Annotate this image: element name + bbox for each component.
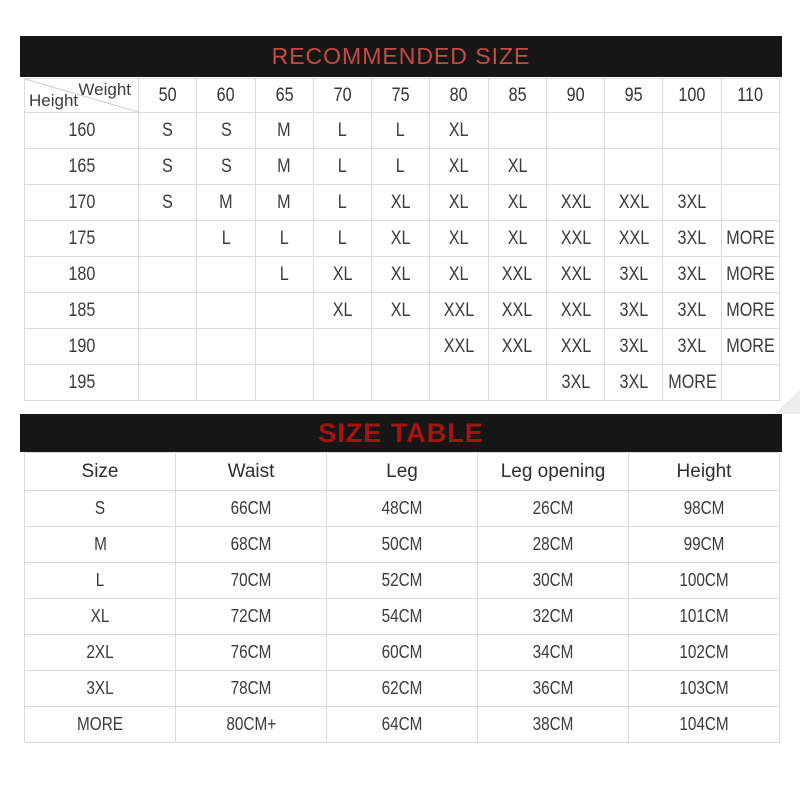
measure-cell: 98CM: [629, 491, 780, 527]
size-cell: [721, 149, 779, 185]
table-row: [25, 257, 780, 293]
height-row-header: 185: [25, 293, 139, 329]
size-cell: M: [255, 149, 313, 185]
size-cell: 3XL: [663, 329, 721, 365]
measure-cell: 99CM: [629, 527, 780, 563]
size-table-title: SIZE TABLE: [318, 417, 484, 448]
size-cell: S: [139, 185, 197, 221]
size-cell: 3XL: [605, 257, 663, 293]
table-row: [25, 113, 780, 149]
size-cell: [139, 293, 197, 329]
size-cell: XXL: [546, 293, 604, 329]
size-cell: XL: [372, 185, 430, 221]
size-label-cell: 3XL: [25, 671, 176, 707]
size-cell: XXL: [430, 293, 488, 329]
size-cell: 3XL: [663, 185, 721, 221]
measure-cell: 52CM: [327, 563, 478, 599]
recommended-size-title: RECOMMENDED SIZE: [271, 43, 531, 69]
size-cell: L: [313, 221, 371, 257]
size-cell: [139, 365, 197, 401]
size-cell: XL: [372, 257, 430, 293]
size-cell: [139, 329, 197, 365]
size-cell: [721, 365, 779, 401]
size-cell: XXL: [605, 185, 663, 221]
size-cell: XL: [372, 293, 430, 329]
table-row: [25, 329, 780, 365]
size-cell: XL: [372, 221, 430, 257]
height-row-header: 180: [25, 257, 139, 293]
size-cell: [663, 113, 721, 149]
weight-header-cell: 60: [197, 79, 255, 113]
measure-cell: 76CM: [176, 635, 327, 671]
size-cell: [313, 329, 371, 365]
size-cell: MORE: [663, 365, 721, 401]
size-cell: [605, 149, 663, 185]
size-cell: S: [139, 113, 197, 149]
size-cell: XL: [488, 185, 546, 221]
height-row-header: 165: [25, 149, 139, 185]
weight-header-cell: 85: [488, 79, 546, 113]
size-cell: XXL: [546, 329, 604, 365]
size-cell: [605, 113, 663, 149]
size-cell: XL: [430, 221, 488, 257]
size-label-cell: L: [25, 563, 176, 599]
size-label-cell: XL: [25, 599, 176, 635]
size-cell: L: [372, 149, 430, 185]
table-row: [25, 599, 780, 635]
table-row: [25, 707, 780, 743]
measure-cell: 60CM: [327, 635, 478, 671]
size-cell: [197, 257, 255, 293]
size-cell: 3XL: [663, 257, 721, 293]
weight-header-cell: 65: [255, 79, 313, 113]
size-cell: XXL: [488, 329, 546, 365]
measure-cell: 100CM: [629, 563, 780, 599]
measurements-header-row: [25, 453, 780, 491]
measure-cell: 36CM: [478, 671, 629, 707]
size-label-cell: S: [25, 491, 176, 527]
measure-cell: 66CM: [176, 491, 327, 527]
size-cell: 3XL: [546, 365, 604, 401]
size-cell: [372, 329, 430, 365]
weight-header-cell: 90: [546, 79, 604, 113]
size-cell: XL: [430, 113, 488, 149]
measure-cell: 62CM: [327, 671, 478, 707]
size-cell: S: [197, 149, 255, 185]
size-cell: [372, 365, 430, 401]
weight-header-cell: 50: [139, 79, 197, 113]
size-cell: [721, 185, 779, 221]
size-cell: XL: [313, 293, 371, 329]
size-cell: L: [313, 149, 371, 185]
size-cell: L: [372, 113, 430, 149]
size-cell: 3XL: [605, 293, 663, 329]
table-row: [25, 365, 780, 401]
measure-cell: 26CM: [478, 491, 629, 527]
table-row: [25, 149, 780, 185]
size-cell: L: [313, 113, 371, 149]
measure-cell: 34CM: [478, 635, 629, 671]
size-cell: 3XL: [663, 221, 721, 257]
size-cell: XXL: [546, 185, 604, 221]
size-cell: 3XL: [605, 365, 663, 401]
size-cell: [546, 149, 604, 185]
size-cell: [721, 113, 779, 149]
measure-cell: 104CM: [629, 707, 780, 743]
size-cell: [313, 365, 371, 401]
size-cell: [488, 113, 546, 149]
table-row: [25, 527, 780, 563]
size-cell: M: [197, 185, 255, 221]
size-cell: [139, 221, 197, 257]
column-header-waist: Waist: [176, 453, 327, 491]
size-cell: S: [139, 149, 197, 185]
size-cell: 3XL: [605, 329, 663, 365]
measure-cell: 50CM: [327, 527, 478, 563]
size-cell: M: [255, 185, 313, 221]
watermark-corner-artifact: [774, 390, 800, 414]
weight-header-cell: 75: [372, 79, 430, 113]
recommended-size-table: [24, 78, 780, 401]
size-cell: [255, 365, 313, 401]
column-header-leg-opening: Leg opening: [478, 453, 629, 491]
size-cell: XXL: [430, 329, 488, 365]
measure-cell: 78CM: [176, 671, 327, 707]
size-cell: XL: [430, 185, 488, 221]
weight-header-cell: 100: [663, 79, 721, 113]
height-row-header: 195: [25, 365, 139, 401]
size-cell: XL: [488, 221, 546, 257]
measure-cell: 103CM: [629, 671, 780, 707]
table-row: [25, 221, 780, 257]
size-cell: XL: [488, 149, 546, 185]
table-row: [25, 635, 780, 671]
size-cell: S: [197, 113, 255, 149]
table-row: [25, 563, 780, 599]
measure-cell: 32CM: [478, 599, 629, 635]
size-cell: XXL: [488, 293, 546, 329]
weight-header-cell: 70: [313, 79, 371, 113]
weight-header-row: [25, 79, 780, 113]
size-cell: XL: [430, 149, 488, 185]
height-row-header: 160: [25, 113, 139, 149]
size-cell: L: [255, 221, 313, 257]
size-cell: [197, 365, 255, 401]
size-cell: L: [313, 185, 371, 221]
table-row: [25, 293, 780, 329]
measure-cell: 28CM: [478, 527, 629, 563]
weight-header-cell: 80: [430, 79, 488, 113]
measure-cell: 68CM: [176, 527, 327, 563]
size-cell: L: [197, 221, 255, 257]
size-cell: M: [255, 113, 313, 149]
measure-cell: 30CM: [478, 563, 629, 599]
column-header-size: Size: [25, 453, 176, 491]
size-cell: [197, 329, 255, 365]
size-cell: XXL: [605, 221, 663, 257]
size-cell: [546, 113, 604, 149]
size-cell: L: [255, 257, 313, 293]
size-cell: MORE: [721, 329, 779, 365]
height-row-header: 175: [25, 221, 139, 257]
size-cell: [255, 293, 313, 329]
size-cell: XL: [430, 257, 488, 293]
size-label-cell: M: [25, 527, 176, 563]
size-cell: XXL: [546, 221, 604, 257]
size-cell: MORE: [721, 221, 779, 257]
size-cell: [663, 149, 721, 185]
column-header-height: Height: [629, 453, 780, 491]
size-label-cell: MORE: [25, 707, 176, 743]
measure-cell: 101CM: [629, 599, 780, 635]
weight-header-cell: 95: [605, 79, 663, 113]
size-cell: MORE: [721, 293, 779, 329]
size-cell: XL: [313, 257, 371, 293]
corner-weight-label: Weight: [78, 80, 131, 99]
size-cell: [255, 329, 313, 365]
size-cell: XXL: [546, 257, 604, 293]
column-header-leg: Leg: [327, 453, 478, 491]
measure-cell: 64CM: [327, 707, 478, 743]
table-row: [25, 185, 780, 221]
height-row-header: 170: [25, 185, 139, 221]
recommended-size-header-bar: [20, 36, 782, 77]
table-row: [25, 671, 780, 707]
size-cell: [430, 365, 488, 401]
size-label-cell: 2XL: [25, 635, 176, 671]
height-row-header: 190: [25, 329, 139, 365]
measure-cell: 70CM: [176, 563, 327, 599]
measure-cell: 38CM: [478, 707, 629, 743]
measure-cell: 102CM: [629, 635, 780, 671]
size-cell: 3XL: [663, 293, 721, 329]
table-row: [25, 491, 780, 527]
measure-cell: 48CM: [327, 491, 478, 527]
weight-header-cell: 110: [721, 79, 779, 113]
size-cell: [488, 365, 546, 401]
size-cell: [197, 293, 255, 329]
size-cell: [139, 257, 197, 293]
size-table-header-bar: [20, 414, 782, 452]
size-cell: XXL: [488, 257, 546, 293]
corner-height-label: Height: [29, 91, 79, 110]
measure-cell: 80CM+: [176, 707, 327, 743]
weight-height-corner-cell: [25, 79, 139, 113]
size-cell: MORE: [721, 257, 779, 293]
measure-cell: 54CM: [327, 599, 478, 635]
size-measurements-table: [24, 452, 780, 743]
measure-cell: 72CM: [176, 599, 327, 635]
